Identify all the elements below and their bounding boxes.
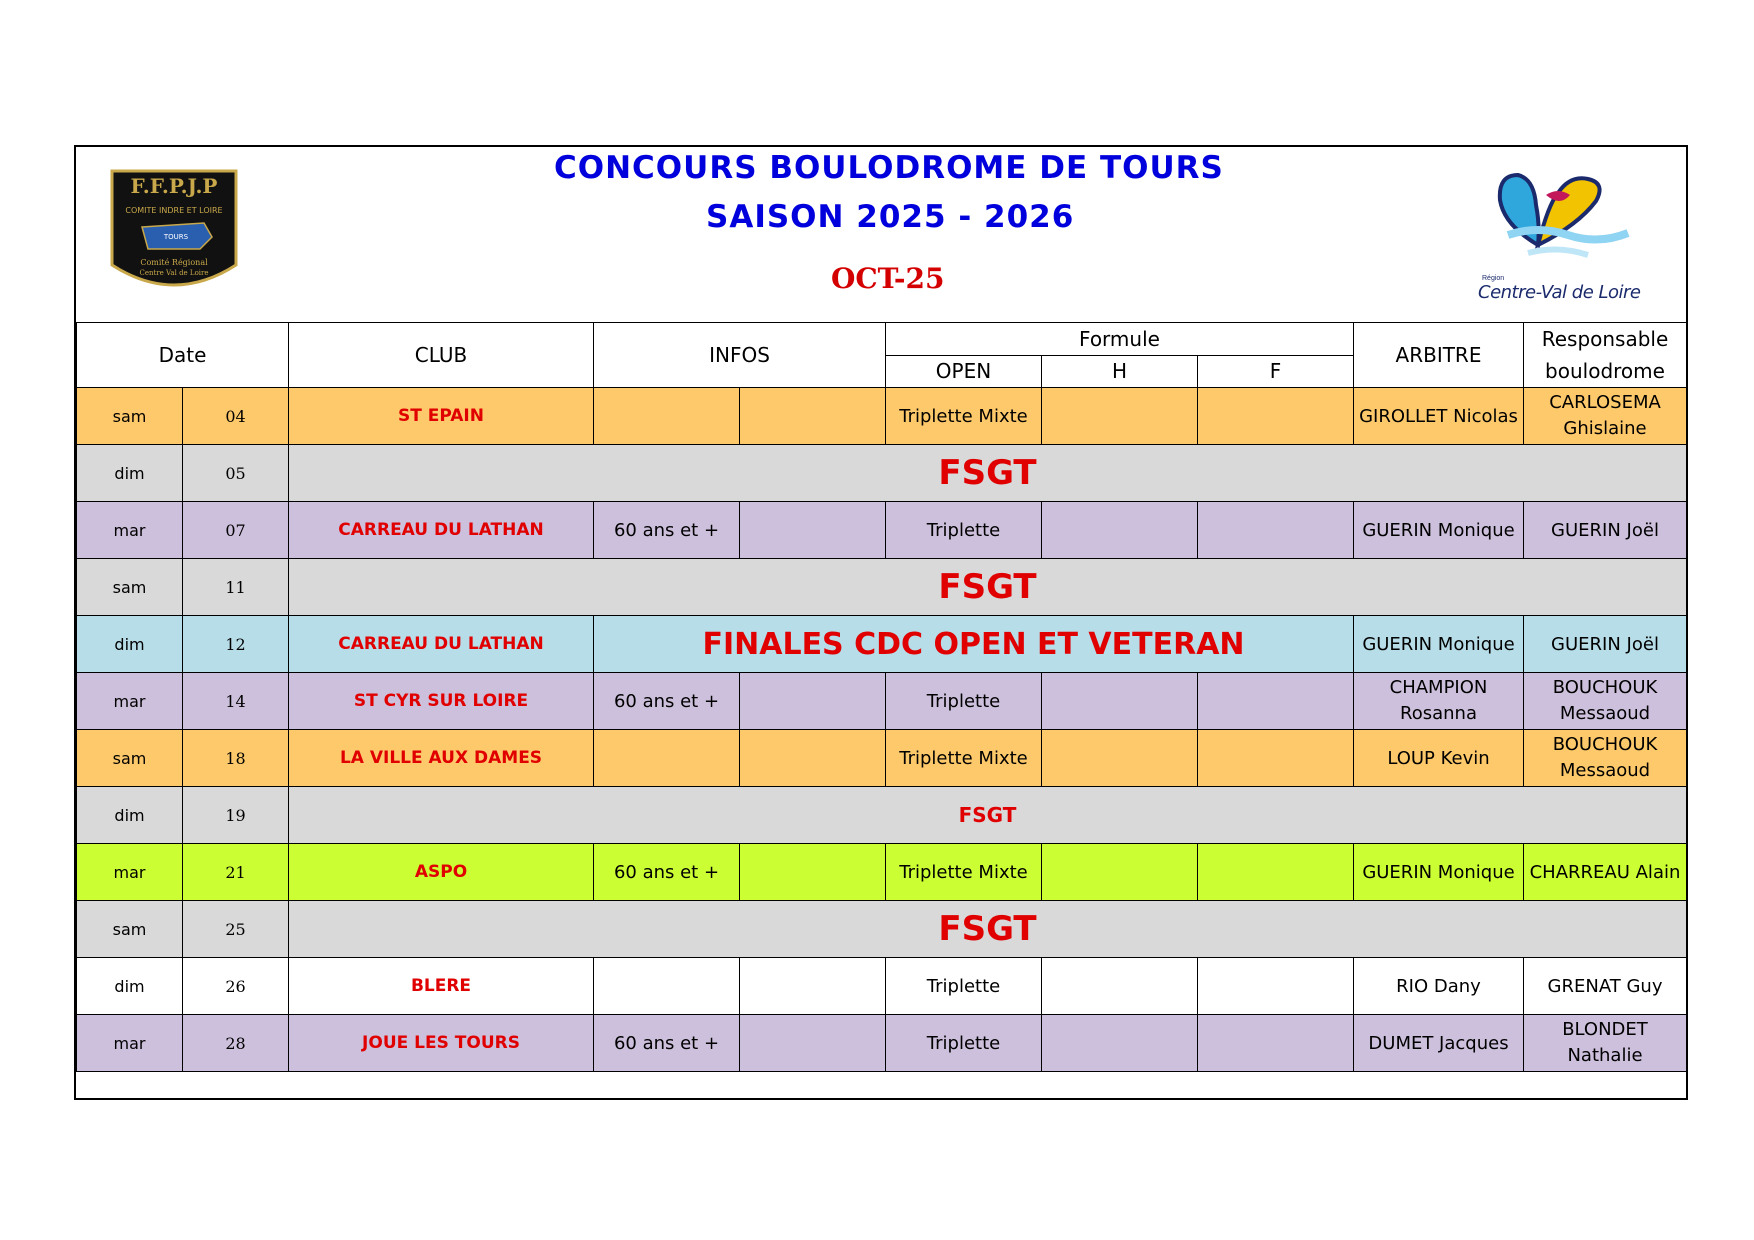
ffpjp-logo <box>104 165 244 305</box>
table-row <box>77 958 1687 1015</box>
row-date: 07 <box>183 502 289 559</box>
table-row <box>77 502 1687 559</box>
row-day: mar <box>77 673 183 730</box>
row-date: 25 <box>183 901 289 958</box>
table-row <box>77 388 1687 445</box>
row-responsable <box>1524 388 1687 445</box>
region-label: Centre-Val de Loire <box>1478 282 1641 303</box>
table-row <box>77 787 1687 844</box>
col-arbitre: ARBITRE <box>1354 323 1524 388</box>
row-club: ST EPAIN <box>289 388 594 445</box>
row-banner: FSGT <box>289 559 1687 616</box>
row-infos: 60 ans et + <box>594 844 740 901</box>
row-day: sam <box>77 730 183 787</box>
schedule-sheet <box>74 145 1688 1100</box>
row-open: Triplette Mixte <box>886 388 1042 445</box>
row-resp-line2: Messaoud <box>1559 703 1651 724</box>
row-date: 12 <box>183 616 289 673</box>
col-club: CLUB <box>289 323 594 388</box>
row-infos <box>594 730 740 787</box>
row-arbitre: RIO Dany <box>1354 958 1524 1015</box>
col-date: Date <box>77 323 289 388</box>
col-responsable-line2: boulodrome <box>1545 359 1665 383</box>
row-h <box>1042 1015 1198 1072</box>
row-arbitre-line2: Rosanna <box>1400 703 1477 724</box>
row-responsable <box>1524 730 1687 787</box>
row-f <box>1198 673 1354 730</box>
col-infos: INFOS <box>594 323 886 388</box>
col-open: OPEN <box>886 355 1042 388</box>
row-club: JOUE LES TOURS <box>289 1015 594 1072</box>
row-date: 19 <box>183 787 289 844</box>
row-infos <box>594 958 740 1015</box>
row-club: CARREAU DU LATHAN <box>289 616 594 673</box>
row-arbitre: DUMET Jacques <box>1354 1015 1524 1072</box>
row-day: mar <box>77 502 183 559</box>
row-banner: FSGT <box>289 445 1687 502</box>
row-day: sam <box>77 901 183 958</box>
row-day: mar <box>77 1015 183 1072</box>
row-date: 05 <box>183 445 289 502</box>
row-infos-extra <box>740 844 886 901</box>
logo-left-bottom2: Centre Val de Loire <box>139 269 209 277</box>
row-infos-extra <box>740 1015 886 1072</box>
row-open: Triplette Mixte <box>886 730 1042 787</box>
header <box>76 147 1686 322</box>
row-date: 21 <box>183 844 289 901</box>
row-responsable: GUERIN Joël <box>1524 616 1687 673</box>
month-label: OCT-25 <box>831 262 945 295</box>
col-formule: Formule <box>886 323 1354 356</box>
row-date: 11 <box>183 559 289 616</box>
row-club: ST CYR SUR LOIRE <box>289 673 594 730</box>
logo-left-title: F.F.P.J.P <box>130 174 218 198</box>
row-resp-line1: BLONDET <box>1562 1019 1648 1040</box>
row-day: sam <box>77 559 183 616</box>
row-f <box>1198 1015 1354 1072</box>
row-day: sam <box>77 388 183 445</box>
table-row <box>77 445 1687 502</box>
row-resp-line1: BOUCHOUK <box>1552 677 1658 698</box>
row-open: Triplette <box>886 1015 1042 1072</box>
row-day: dim <box>77 445 183 502</box>
row-h <box>1042 844 1198 901</box>
table-row <box>77 559 1687 616</box>
row-club: LA VILLE AUX DAMES <box>289 730 594 787</box>
row-date: 28 <box>183 1015 289 1072</box>
row-resp-line1: CARLOSEMA <box>1549 392 1661 413</box>
row-arbitre: GIROLLET Nicolas <box>1354 388 1524 445</box>
row-resp-line2: Messaoud <box>1559 760 1651 781</box>
row-infos <box>594 388 740 445</box>
row-responsable <box>1524 1015 1687 1072</box>
row-club: ASPO <box>289 844 594 901</box>
row-f <box>1198 958 1354 1015</box>
row-infos: 60 ans et + <box>594 673 740 730</box>
table-row <box>77 901 1687 958</box>
row-infos-extra <box>740 730 886 787</box>
row-responsable: GUERIN Joël <box>1524 502 1687 559</box>
heart-icon <box>1478 165 1658 275</box>
row-infos-extra <box>740 502 886 559</box>
table-row <box>77 616 1687 673</box>
row-day: dim <box>77 616 183 673</box>
row-date: 18 <box>183 730 289 787</box>
row-infos: 60 ans et + <box>594 502 740 559</box>
row-day: mar <box>77 844 183 901</box>
row-open: Triplette <box>886 958 1042 1015</box>
row-club: CARREAU DU LATHAN <box>289 502 594 559</box>
row-arbitre: GUERIN Monique <box>1354 844 1524 901</box>
row-h <box>1042 730 1198 787</box>
row-infos: 60 ans et + <box>594 1015 740 1072</box>
table-row <box>77 673 1687 730</box>
season-title: SAISON 2025 - 2026 <box>706 199 1075 235</box>
col-h: H <box>1042 355 1198 388</box>
row-open: Triplette <box>886 502 1042 559</box>
row-f <box>1198 502 1354 559</box>
row-date: 04 <box>183 388 289 445</box>
row-banner: FSGT <box>289 787 1687 844</box>
row-infos-extra <box>740 388 886 445</box>
row-resp-line2: Ghislaine <box>1563 418 1647 439</box>
table-row <box>77 1015 1687 1072</box>
row-arbitre-line1: CHAMPION <box>1389 677 1488 698</box>
col-f: F <box>1198 355 1354 388</box>
row-date: 14 <box>183 673 289 730</box>
row-h <box>1042 388 1198 445</box>
row-responsable: CHARREAU Alain <box>1524 844 1687 901</box>
page-title: CONCOURS BOULODROME DE TOURS <box>554 150 1224 186</box>
row-open: Triplette <box>886 673 1042 730</box>
row-club: BLERE <box>289 958 594 1015</box>
region-small-label: Région <box>1482 275 1505 282</box>
row-open: Triplette Mixte <box>886 844 1042 901</box>
table-row <box>77 844 1687 901</box>
row-infos-extra <box>740 958 886 1015</box>
row-f <box>1198 844 1354 901</box>
row-day: dim <box>77 787 183 844</box>
row-h <box>1042 673 1198 730</box>
region-logo <box>1478 165 1658 305</box>
row-arbitre: GUERIN Monique <box>1354 502 1524 559</box>
row-f <box>1198 730 1354 787</box>
row-responsable <box>1524 673 1687 730</box>
logo-left-center: TOURS <box>163 233 189 241</box>
col-responsable <box>1524 323 1687 388</box>
col-responsable-line1: Responsable <box>1541 327 1669 351</box>
logo-left-bottom1: Comité Régional <box>140 258 208 267</box>
row-responsable: GRENAT Guy <box>1524 958 1687 1015</box>
row-day: dim <box>77 958 183 1015</box>
table-row <box>77 730 1687 787</box>
row-banner: FSGT <box>289 901 1687 958</box>
row-banner: FINALES CDC OPEN ET VETERAN <box>594 616 1354 673</box>
row-arbitre: GUERIN Monique <box>1354 616 1524 673</box>
row-h <box>1042 502 1198 559</box>
row-resp-line1: BOUCHOUK <box>1552 734 1658 755</box>
row-arbitre <box>1354 673 1524 730</box>
logo-left-ring: COMITE INDRE ET LOIRE <box>125 206 223 215</box>
schedule-table <box>76 322 1687 1072</box>
row-infos-extra <box>740 673 886 730</box>
row-arbitre: LOUP Kevin <box>1354 730 1524 787</box>
row-resp-line2: Nathalie <box>1567 1045 1643 1066</box>
row-h <box>1042 958 1198 1015</box>
row-date: 26 <box>183 958 289 1015</box>
row-f <box>1198 388 1354 445</box>
